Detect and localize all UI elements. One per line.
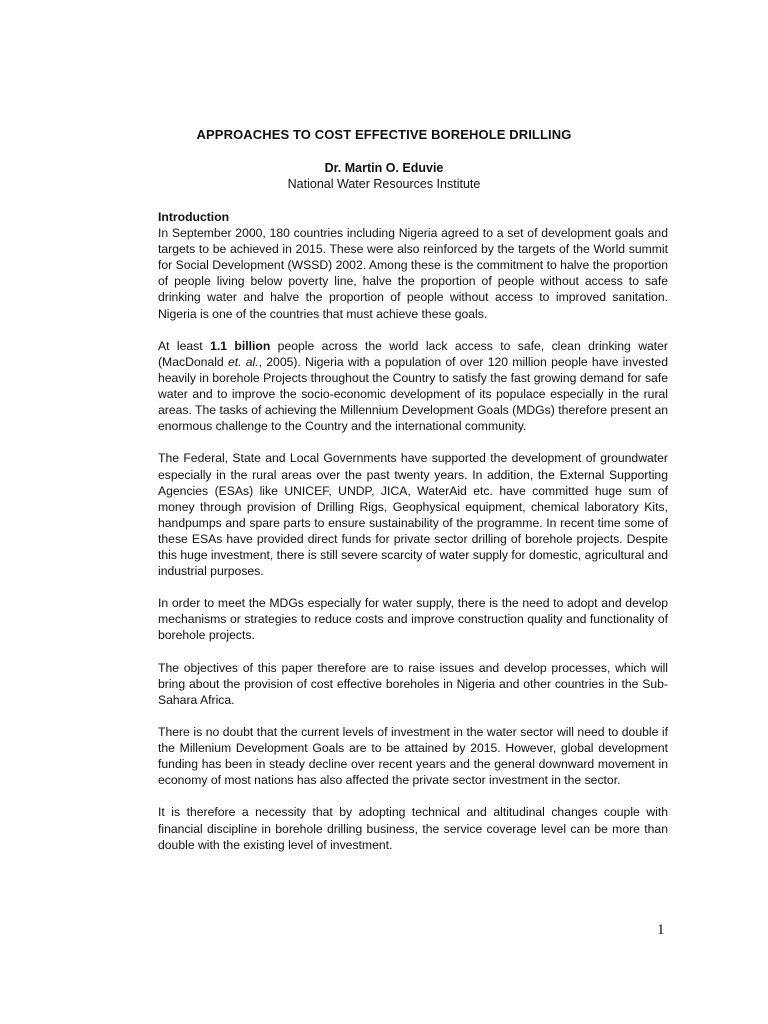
paragraph-2-text-c: people across the world lack access to safe, clean drinking water (MacDonald [158,338,668,369]
paragraph-2 [158,338,668,435]
section-heading: Introduction [158,210,230,224]
paragraph-2-text-a: At least [158,338,211,353]
paragraph-6: There is no doubt that the current levels of investment in the water sector will need to double if the Millenium Development Goals are to be attained by 2015. However, global development funding has been in steady decline over recent years and the general downward movement in economy of most nations has also affected the private sector investment in the sector. [158,725,668,788]
paragraph-7: It is therefore a necessity that by adopting technical and altitudinal changes couple with financial discipline in borehole drilling business, the service coverage level can be more than double with the existing level of investment. [158,805,668,852]
paragraph-3: The Federal, State and Local Governments have supported the development of groundwater especially in the rural areas over the past twenty years. In addition, the External Supporting Agencies (ESAs) like UNICEF, UNDP, JICA, WaterAid etc. have committed huge sum of money through provision of Drilling Rigs, Geophysical equipment, chemical laboratory Kits, handpumps and spare parts to ensure sustainability of the programme. In recent time some of these ESAs have provided direct funds for private sector drilling of borehole projects. Despite this huge investment, there is still severe scarcity of water supply for domestic, agricultural and industrial purposes. [158,451,668,579]
document-title: APPROACHES TO COST EFFECTIVE BOREHOLE DRILLING [196,127,572,142]
paragraph-2-italic: et. al. [227,354,259,369]
author-name: Dr. Martin O. Eduvie [324,161,444,175]
paragraph-5: The objectives of this paper therefore are to raise issues and develop processes, which will bring about the provision of cost effective boreholes in Nigeria and other countries in the Sub-Sahara Africa. [158,660,668,707]
paragraph-2-text-e: , 2005). Nigeria with a population of over 120 million people have invested heavily in borehole Projects throughout the Country to satisfy the fast growing demand for safe water and to improve the socio-economic development of its populace especially in the rural areas. The tasks of achieving the Millennium Development Goals (MDGs) therefore present an enormous challenge to the Country and the international community. [158,354,668,434]
paragraph-4: In order to meet the MDGs especially for water supply, there is the need to adopt and develop mechanisms or strategies to reduce costs and improve construction quality and functionality of borehole projects. [158,596,668,643]
paragraph-2-bold: 1.1 billion [210,338,271,353]
author-affiliation: National Water Resources Institute [287,177,481,191]
document-body [158,209,668,853]
page-number: 1 [657,922,665,938]
paragraph-1: In September 2000, 180 countries including Nigeria agreed to a set of development goals and targets to be achieved in 2015. These were also reinforced by the targets of the World summit for Social Development (WSSD) 2002. Among these is the commitment to halve the proportion of people living below poverty line, halve the proportion of people without access to safe drinking water and halve the proportion of people without access to improved sanitation. Nigeria is one of the countries that must achieve these goals. [158,226,668,321]
